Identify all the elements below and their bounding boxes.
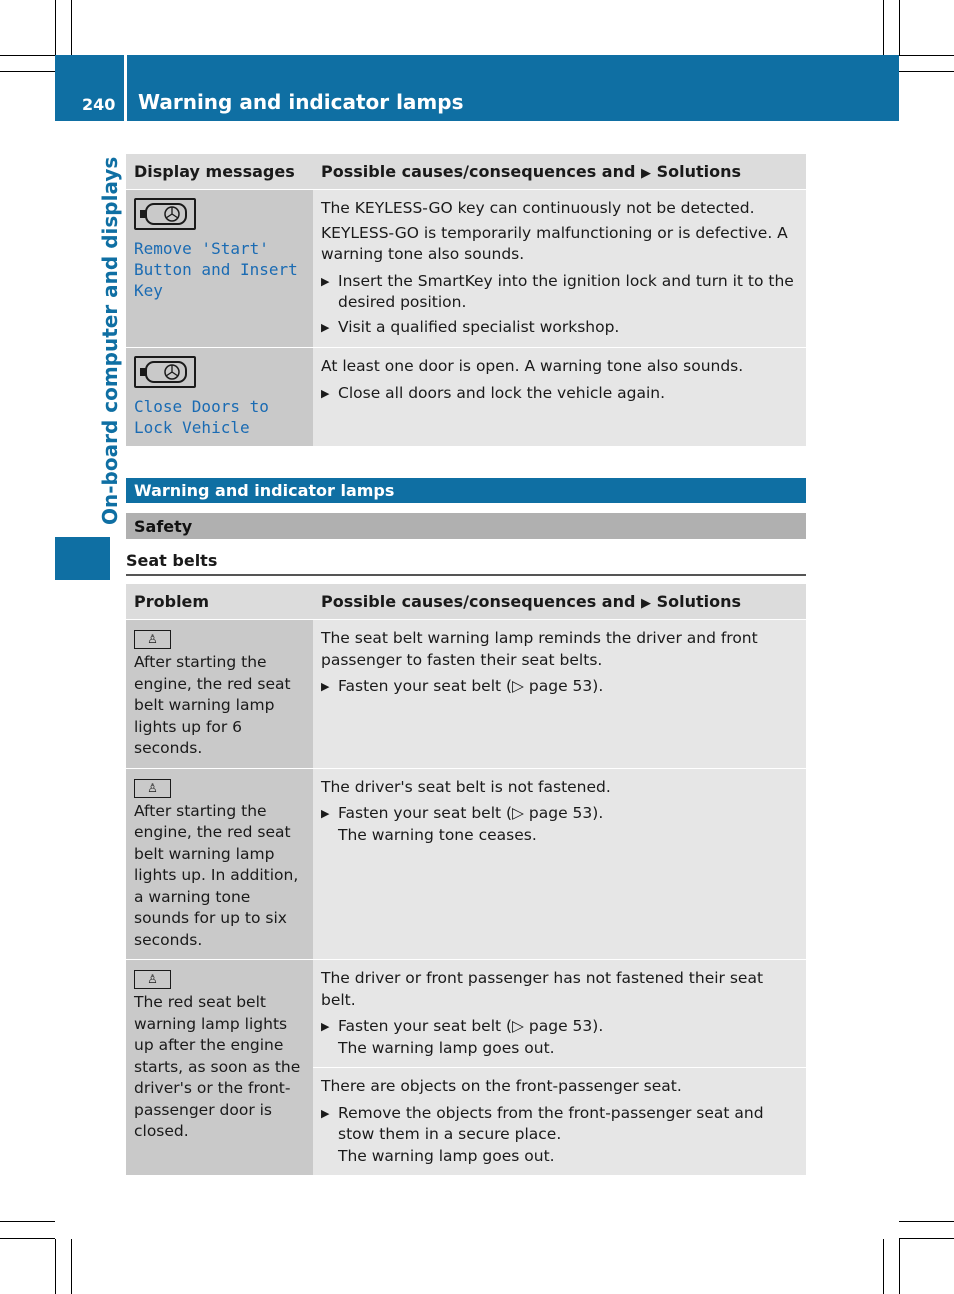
problem-text: The red seat belt warning lamp lights up after the engine starts, as soon as the driver's or the front-passenger door is closed. xyxy=(134,993,301,1140)
cause-text: KEYLESS-GO is temporarily malfunctioning or is defective. A warning tone also sounds. xyxy=(321,223,788,263)
display-messages-table xyxy=(126,154,806,446)
seat-belt-icon: ♙ xyxy=(134,779,171,798)
solution-cell xyxy=(313,190,806,348)
display-message: Remove 'Start' Button and Insert Key xyxy=(134,239,298,300)
crop-mark xyxy=(0,71,55,72)
table-row xyxy=(126,960,806,1068)
cause-text: The seat belt warning lamp reminds the driver and front passenger to fasten their seat belts. xyxy=(321,629,758,669)
solution-step: ▶ Remove the objects from the front-passenger seat and stow them in a secure place. xyxy=(321,1103,799,1146)
crop-mark xyxy=(0,1238,55,1239)
crop-mark xyxy=(0,55,55,56)
column-header-text: Solutions xyxy=(656,162,742,181)
solution-note: The warning tone ceases. xyxy=(338,825,537,844)
crop-mark xyxy=(899,1239,900,1294)
cause-text: At least one door is open. A warning tone also sounds. xyxy=(321,357,744,375)
solution-step: ▶ Visit a qualified specialist workshop. xyxy=(321,317,799,339)
header-divider xyxy=(124,55,127,121)
column-header xyxy=(313,154,806,190)
problem-text: After starting the engine, the red seat belt warning lamp lights up. In addition, a warning tone sounds for up to six seconds. xyxy=(134,801,299,949)
table-row xyxy=(126,768,806,960)
column-header-text: Possible causes/consequences and xyxy=(321,162,636,181)
page-title: Warning and indicator lamps xyxy=(138,90,464,114)
message-cell xyxy=(126,190,313,348)
problem-cell xyxy=(126,768,313,960)
crop-mark xyxy=(899,1238,954,1239)
crop-mark xyxy=(883,1239,884,1294)
key-icon xyxy=(134,356,196,388)
crop-mark xyxy=(55,0,56,55)
page-number: 240 xyxy=(82,95,116,114)
cause-text: The driver or front passenger has not fastened their seat belt. xyxy=(321,969,764,1009)
solution-note: The warning lamp goes out. xyxy=(338,1038,555,1057)
crop-mark xyxy=(899,1221,954,1222)
section-heading: Warning and indicator lamps xyxy=(126,478,806,503)
arrow-icon: ▶ xyxy=(641,596,651,611)
crop-mark xyxy=(0,1221,55,1222)
table-row xyxy=(126,190,806,348)
solution-step: ▶ Fasten your seat belt (▷ page 53). xyxy=(321,676,799,698)
crop-mark xyxy=(71,0,72,55)
table-row xyxy=(126,348,806,447)
side-chapter-label: On-board computer and displays xyxy=(98,156,122,525)
arrow-icon: ▶ xyxy=(641,166,651,181)
seat-belt-icon: ♙ xyxy=(134,970,171,989)
solution-step: ▶ Insert the SmartKey into the ignition lock and turn it to the desired position. xyxy=(321,271,799,314)
problem-cell xyxy=(126,960,313,1176)
crop-mark xyxy=(883,0,884,55)
column-header xyxy=(313,584,806,620)
solution-cell xyxy=(313,960,806,1068)
problem-cell xyxy=(126,620,313,769)
crop-mark xyxy=(71,1239,72,1294)
crop-mark xyxy=(55,1239,56,1294)
subsection-heading: Safety xyxy=(126,513,806,539)
seat-belt-table xyxy=(126,584,806,1175)
problem-text: After starting the engine, the red seat belt warning lamp lights up for 6 seconds. xyxy=(134,653,291,757)
column-header-text: Possible causes/consequences and xyxy=(321,592,636,611)
cause-text: The driver's seat belt is not fastened. xyxy=(321,777,611,796)
solution-cell xyxy=(313,1068,806,1176)
solution-step: ▶ Fasten your seat belt (▷ page 53). xyxy=(321,803,799,825)
message-cell xyxy=(126,348,313,447)
topic-divider xyxy=(126,574,806,576)
solution-note: The warning lamp goes out. xyxy=(338,1146,555,1165)
topic-heading: Seat belts xyxy=(126,551,218,570)
seat-belt-icon: ♙ xyxy=(134,630,171,649)
solution-cell xyxy=(313,768,806,960)
column-header: Problem xyxy=(126,584,313,620)
crop-mark xyxy=(899,71,954,72)
column-header-text: Solutions xyxy=(656,592,742,611)
solution-step: ▶ Fasten your seat belt (▷ page 53). xyxy=(321,1016,799,1038)
solution-cell xyxy=(313,348,806,447)
cause-text: The KEYLESS-GO key can continuously not be detected. xyxy=(321,199,755,217)
key-icon xyxy=(134,198,196,230)
column-header: Display messages xyxy=(126,154,313,190)
display-message: Close Doors to Lock Vehicle xyxy=(134,397,269,437)
solution-cell xyxy=(313,620,806,769)
table-header-row xyxy=(126,584,806,620)
crop-mark xyxy=(899,0,900,55)
side-tab-marker xyxy=(55,537,110,580)
solution-step: ▶ Close all doors and lock the vehicle again. xyxy=(321,383,799,405)
table-header-row xyxy=(126,154,806,190)
crop-mark xyxy=(899,55,954,56)
table-row xyxy=(126,620,806,769)
cause-text: There are objects on the front-passenger seat. xyxy=(321,1077,682,1095)
